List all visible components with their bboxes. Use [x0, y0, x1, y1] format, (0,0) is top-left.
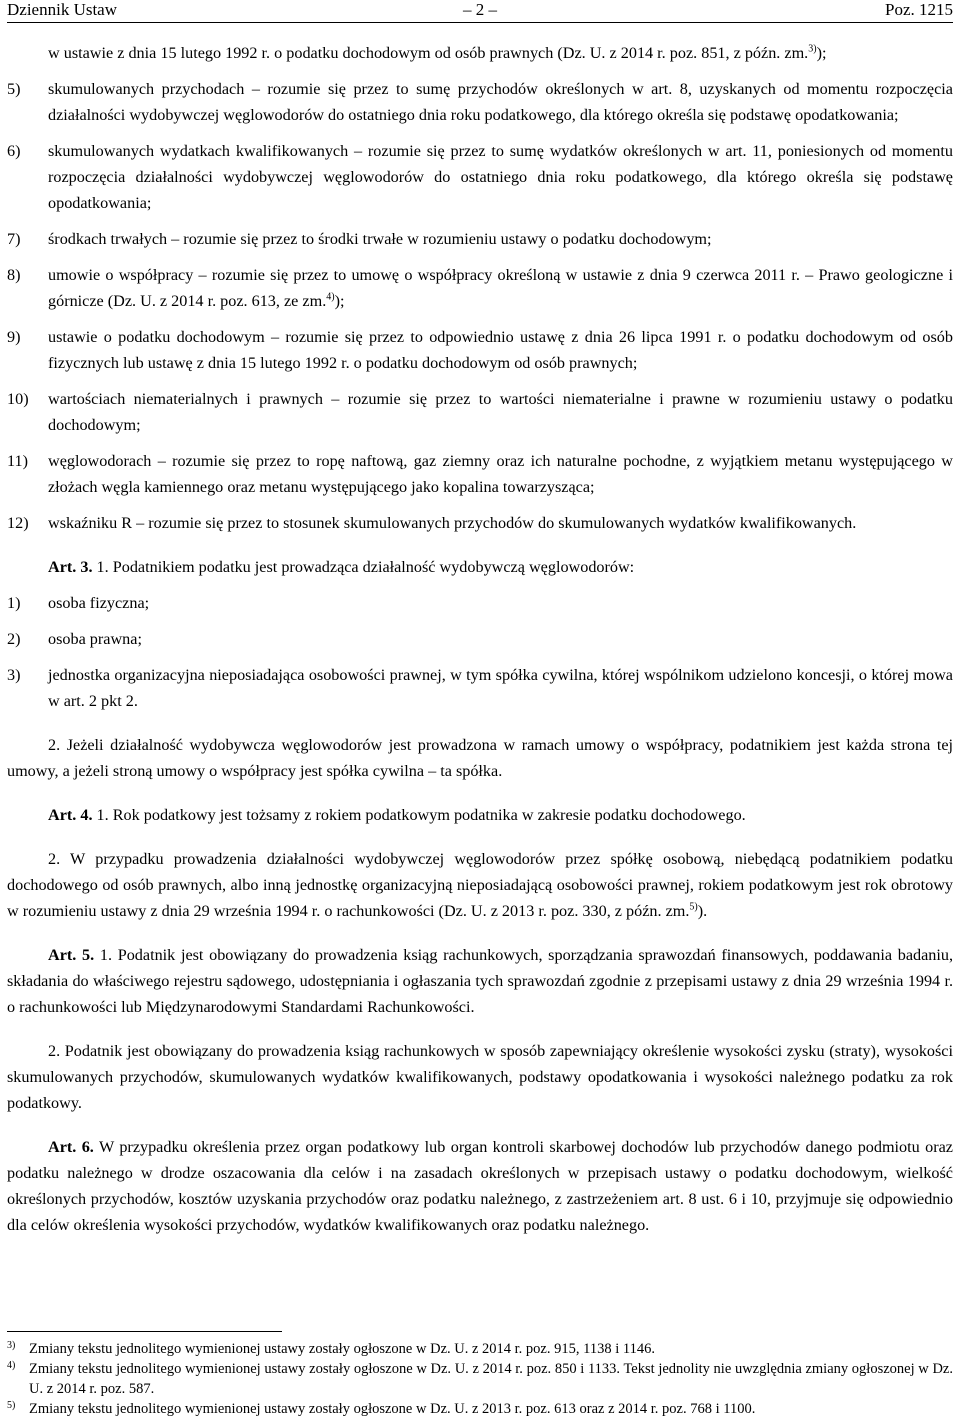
- item-number: 9): [7, 328, 21, 346]
- footnote-ref: 5): [689, 901, 698, 913]
- footnote: [7, 1359, 953, 1399]
- footnote-number: 3): [7, 1340, 16, 1351]
- item-text: skumulowanych wydatkach kwalifikowanych – rozumie się przez to sumę wydatków określonych w art. 11, poniesionych od momentu rozpoczęcia działalności wydobywczej węglowodorów do ostatniego dnia roku podatkowego, dla którego określa się podstawę opodatkowania;: [48, 142, 953, 212]
- definition-item: [7, 510, 953, 536]
- definition-item: [7, 76, 953, 128]
- item-text: skumulowanych przychodach – rozumie się przez to sumę przychodów określonych w art. 8, uzyskanych od momentu rozpoczęcia działalności wydobywczej węglowodorów do ostatniego dnia roku podatkowego, dla którego określa się podstawę opodatkowania;: [48, 80, 953, 124]
- footnotes: [7, 1331, 953, 1419]
- article-label: Art. 3.: [48, 558, 93, 576]
- item-text: osoba fizyczna;: [48, 594, 150, 612]
- list-item: [7, 626, 953, 652]
- position-number: Poz. 1215: [885, 0, 953, 19]
- item-number: 1): [7, 594, 21, 612]
- publication-name: Dziennik Ustaw: [7, 0, 118, 19]
- item-text: umowie o współpracy – rozumie się przez to umowę o współpracy określoną w ustawie z dnia 9 czerwca 2011 r. – Prawo geologiczne i górnicze (Dz. U. z 2014 r. poz. 613, ze zm.: [48, 266, 953, 310]
- item-number: 10): [7, 390, 29, 408]
- item-text: wskaźniku R – rozumie się przez to stosunek skumulowanych przychodów do skumulowanych wydatków kwalifikowanych.: [48, 514, 857, 532]
- article-3-paragraph-2: 2. Jeżeli działalność wydobywcza węglowodorów jest prowadzona w ramach umowy o współpracy, podatnikiem jest każda strona tej umowy, a jeżeli stroną umowy o współpracy jest spółka cywilna – ta spółka.: [7, 736, 953, 780]
- definition-item: [7, 138, 953, 216]
- definition-item: [7, 448, 953, 500]
- article-6: Art. 6. W przypadku określenia przez organ podatkowy lub organ kontroli skarbowej dochodów lub przychodów danego podmiotu oraz podatku należnego w drodze oszacowania dla celów i na zasadach określonych w przepisach ustawy o podatku dochodowym, wielkość określonych przychodów, kosztów uzyskania przychodów oraz podatku należnego, z zastrzeżeniem art. 8 ust. 6 i 10, przyjmuje się odpowiednio dla celów określenia wysokości przychodów, wydatków kwalifikowanych oraz podatku należnego.: [7, 1138, 953, 1234]
- footnote-ref: 4): [326, 291, 335, 303]
- item-number: 6): [7, 142, 21, 160]
- footnote-ref: 3): [808, 43, 817, 55]
- item-text: jednostka organizacyjna nieposiadająca osobowości prawnej, w tym spółka cywilna, której wspólnikom udzielono koncesji, o której mowa w art. 2 pkt 2.: [48, 666, 953, 710]
- footnote-divider: [7, 1331, 282, 1332]
- definition-item: [7, 386, 953, 438]
- footnote-text: Zmiany tekstu jednolitego wymienionej ustawy zostały ogłoszone w Dz. U. z 2013 r. poz. 613 oraz z 2014 r. poz. 768 i 1100.: [29, 1401, 756, 1417]
- item-number: 8): [7, 266, 21, 284]
- footnote-number: 5): [7, 1400, 16, 1411]
- item-number: 12): [7, 514, 29, 532]
- article-label: Art. 5.: [48, 946, 95, 964]
- article-label: Art. 4.: [48, 806, 93, 824]
- page-number: – 2 –: [463, 0, 497, 19]
- list-item: [7, 662, 953, 714]
- document-body: [7, 40, 953, 1238]
- item-number: 3): [7, 666, 21, 684]
- footnote-text: Zmiany tekstu jednolitego wymienionej ustawy zostały ogłoszone w Dz. U. z 2014 r. poz. 915, 1138 i 1146.: [29, 1341, 655, 1357]
- list-item: [7, 590, 953, 616]
- article-5-paragraph-2: 2. Podatnik jest obowiązany do prowadzenia ksiąg rachunkowych w sposób zapewniający określenie wysokości zysku (straty), wysokości skumulowanych przychodów, skumulowanych wydatków kwalifikowanych, podstawy opodatkowania i wysokości należnego podatku za rok podatkowy.: [7, 1042, 953, 1112]
- intro-continuation: w ustawie z dnia 15 lutego 1992 r. o podatku dochodowym od osób prawnych (Dz. U. z 2014 r. poz. 851, z późn. zm.$^{3)}$);: [48, 43, 827, 62]
- definition-item: [7, 226, 953, 252]
- item-text: środkach trwałych – rozumie się przez to środki trwałe w rozumieniu ustawy o podatku dochodowym;: [48, 230, 712, 248]
- article-3-paragraph-1: Art. 3. 1. Podatnikiem podatku jest prowadząca działalność wydobywczą węglowodorów:: [48, 558, 635, 576]
- item-number: 11): [7, 452, 28, 470]
- item-text: osoba prawna;: [48, 630, 142, 648]
- item-text: węglowodorach – rozumie się przez to ropę naftową, gaz ziemny oraz ich naturalne pochodne, z wyjątkiem metanu występującego w złożach węgla kamiennego oraz metanu występującego jako kopalina towarzysząca;: [48, 452, 953, 496]
- article-4-paragraph-1: Art. 4. 1. Rok podatkowy jest tożsamy z rokiem podatkowym podatnika w zakresie podatku dochodowego.: [48, 806, 746, 824]
- definition-item: 8) umowie o współpracy – rozumie się przez to umowę o współpracy określoną w ustawie z dnia 9 czerwca 2011 r. – Prawo geologiczne i górnicze (Dz. U. z 2014 r. poz. 613, ze zm.$^{4)}$);: [7, 262, 953, 314]
- page-header: [7, 0, 953, 23]
- item-text: ustawie o podatku dochodowym – rozumie się przez to odpowiednio ustawę z dnia 26 lipca 1991 r. o podatku dochodowym od osób fizycznych lub ustawę z dnia 15 lutego 1992 r. o podatku dochodowym od osób prawnych;: [48, 328, 953, 372]
- definition-item: [7, 324, 953, 376]
- footnote-text: Zmiany tekstu jednolitego wymienionej ustawy zostały ogłoszone w Dz. U. z 2014 r. poz. 850 i 1133. Tekst jednolity nie uwzględnia zmiany ogłoszonej w Dz. U. z 2014 r. poz. 587.: [29, 1361, 953, 1397]
- footnote: [7, 1399, 953, 1419]
- item-text: wartościach niematerialnych i prawnych – rozumie się przez to wartości niematerialne i prawne w rozumieniu ustawy o podatku dochodowym;: [48, 390, 953, 434]
- footnote: [7, 1339, 953, 1359]
- footnote-number: 4): [7, 1360, 16, 1371]
- article-label: Art. 6.: [48, 1138, 94, 1156]
- item-number: 7): [7, 230, 21, 248]
- article-5-paragraph-1: Art. 5. 1. Podatnik jest obowiązany do prowadzenia ksiąg rachunkowych, sporządzania sprawozdań finansowych, poddawania badaniu, składania do właściwego rejestru sądowego, udostępniania i ogłaszania tych sprawozdań zgodnie z przepisami ustawy z dnia 29 września 1994 r. o rachunkowości lub Międzynarodowymi Standardami Rachunkowości.: [7, 946, 954, 1016]
- item-number: 2): [7, 630, 21, 648]
- item-number: 5): [7, 80, 21, 98]
- article-4-paragraph-2: 2. W przypadku prowadzenia działalności wydobywczej węglowodorów przez spółkę osobową, niebędącą podatnikiem podatku dochodowego od osób prawnych, albo inną jednostkę organizacyjną nieposiadającą osobowości prawnej, rokiem podatkowym jest rok obrotowy w rozumieniu ustawy z dnia 29 września 1994 r. o rachunkowości (Dz. U. z 2013 r. poz. 330, z późn. zm.$^{5)}$).: [7, 850, 953, 920]
- intro-text: w ustawie z dnia 15 lutego 1992 r. o podatku dochodowym od osób prawnych (Dz. U. z 2014 r. poz. 851, z późn. zm.: [48, 44, 809, 62]
